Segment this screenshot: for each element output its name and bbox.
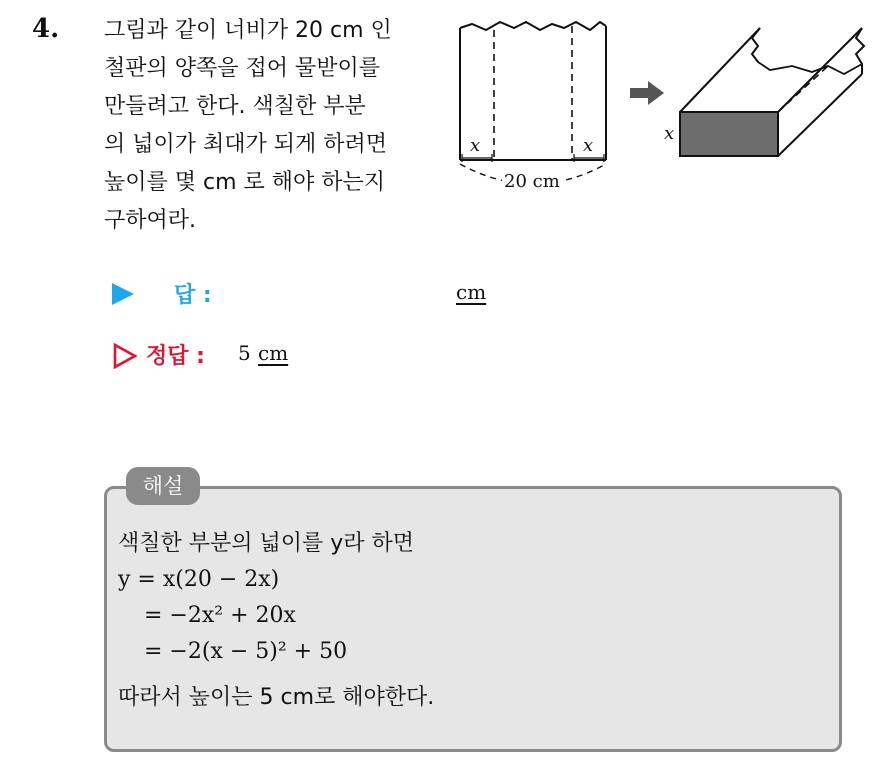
flat-sheet-diagram xyxy=(460,22,606,192)
question-number: 4. xyxy=(32,14,60,44)
solution-equation: = −2x² + 20x xyxy=(144,603,296,628)
correct-answer-label: 정답 : xyxy=(146,344,205,369)
figure-diagram xyxy=(452,8,872,198)
solution-equation: y = x(20 − 2x) xyxy=(118,567,280,592)
problem-line: 철판의 양쪽을 접어 물받이를 xyxy=(104,56,381,81)
box-height-x-label: x xyxy=(664,123,675,144)
solution-body xyxy=(118,526,818,716)
problem-line: 높이를 몇 cm 로 해야 하는지 xyxy=(104,170,386,195)
answer-unit: cm xyxy=(456,280,487,304)
solution-equation: = −2(x − 5)² + 50 xyxy=(144,639,348,664)
correct-answer-row xyxy=(112,339,712,373)
correct-answer-unit: cm xyxy=(258,341,289,365)
flat-right-x-label: x xyxy=(583,135,594,156)
problem-line: 그림과 같이 너비가 20 cm 인 xyxy=(104,18,392,43)
problem-line: 구하여라. xyxy=(104,208,197,233)
flat-left-x-label: x xyxy=(470,135,481,156)
right-arrow-icon xyxy=(630,81,664,105)
solution-line: 색칠한 부분의 넓이를 y라 하면 xyxy=(118,531,415,556)
problem-line: 만들려고 한다. 색칠한 부분 xyxy=(104,94,366,119)
sheet-width-label: 20 cm xyxy=(504,171,560,192)
folded-trough-diagram xyxy=(664,28,864,156)
solution-tag: 해설 xyxy=(126,467,200,505)
answer-row xyxy=(112,278,712,312)
filled-triangle-icon xyxy=(112,283,134,305)
correct-answer-value: 5 xyxy=(238,341,251,365)
problem-line: 의 넓이가 최대가 되게 하려면 xyxy=(104,132,387,157)
answer-label: 답 : xyxy=(174,283,212,308)
outline-triangle-icon xyxy=(112,342,138,370)
solution-conclusion: 따라서 높이는 5 cm로 해야한다. xyxy=(118,685,435,710)
problem-statement xyxy=(104,12,444,240)
shaded-cross-section xyxy=(680,112,778,156)
